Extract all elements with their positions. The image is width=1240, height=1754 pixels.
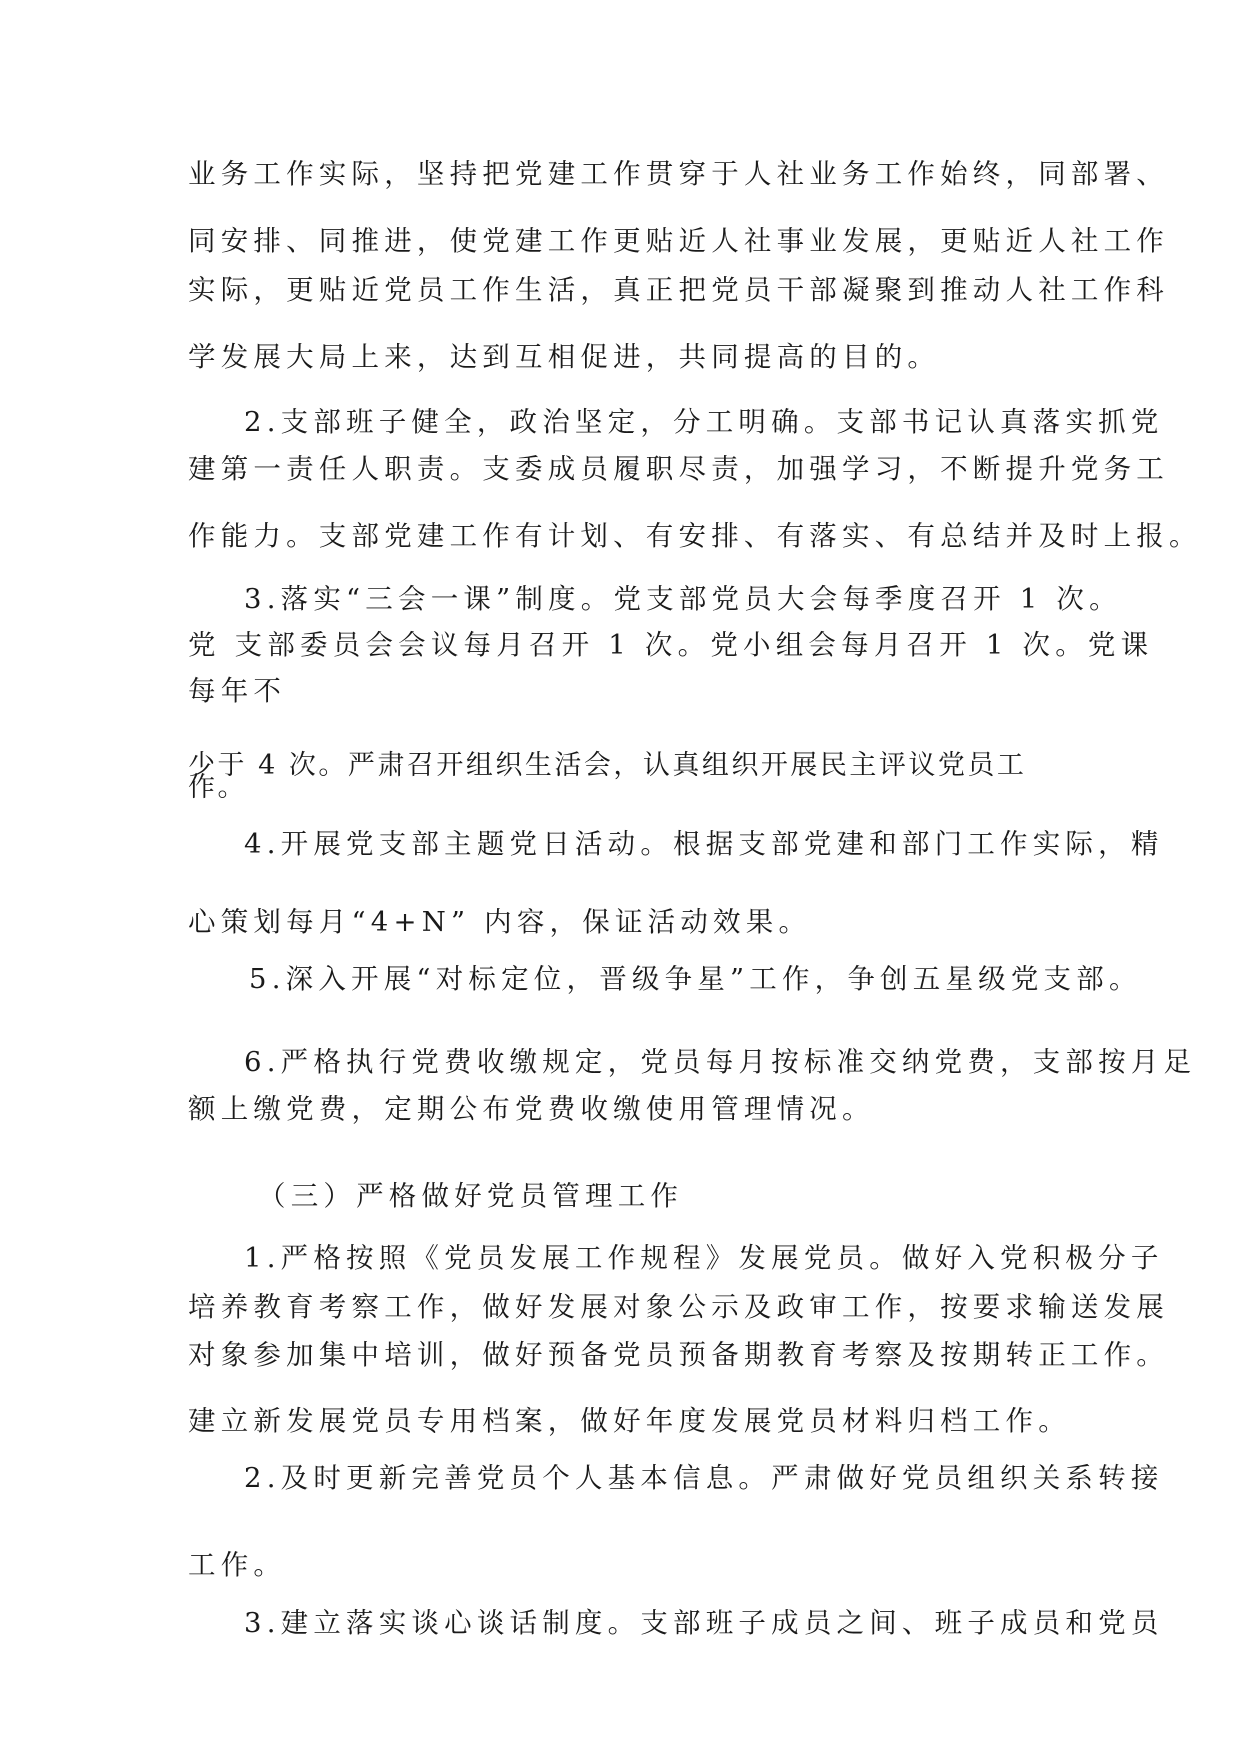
text-line: 每年不 <box>188 675 287 707</box>
section-heading: （三）严格做好党员管理工作 <box>258 1180 684 1212</box>
text-line: 4.开展党支部主题党日活动。根据支部党建和部门工作实际，精 <box>244 828 1164 860</box>
text-line: 工作。 <box>188 1549 287 1581</box>
text-line: 1.严格按照《党员发展工作规程》发展党员。做好入党积极分子 <box>244 1242 1164 1274</box>
text-line: 心策划每月“4+N” 内容，保证活动效果。 <box>188 906 812 938</box>
text-line: 2.支部班子健全，政治坚定，分工明确。支部书记认真落实抓党 <box>244 406 1164 438</box>
text-line: 额上缴党费，定期公布党费收缴使用管理情况。 <box>188 1093 875 1125</box>
text-line: 5.深入开展“对标定位，晋级争星”工作，争创五星级党支部。 <box>249 963 1142 995</box>
text-line: 6.严格执行党费收缴规定，党员每月按标准交纳党费，支部按月足 <box>244 1046 1197 1078</box>
text-line: 2.及时更新完善党员个人基本信息。严肃做好党员组织关系转接 <box>244 1462 1164 1494</box>
text-line: 培养教育考察工作，做好发展对象公示及政审工作，按要求输送发展 <box>188 1291 1169 1323</box>
text-line: 建立新发展党员专用档案，做好年度发展党员材料归档工作。 <box>188 1405 1071 1437</box>
text-line: 同安排、同推进，使党建工作更贴近人社事业发展，更贴近人社工作 <box>188 225 1169 257</box>
text-line: 业务工作实际，坚持把党建工作贯穿于人社业务工作始终，同部署、 <box>188 158 1169 190</box>
text-line: 作。 <box>188 772 247 803</box>
text-line: 3.建立落实谈心谈话制度。支部班子成员之间、班子成员和党员 <box>244 1607 1164 1639</box>
text-line: 实际，更贴近党员工作生活，真正把党员干部凝聚到推动人社工作科 <box>188 274 1169 306</box>
text-line: 党 支部委员会会议每月召开 1 次。党小组会每月召开 1 次。党课 <box>188 629 1154 661</box>
text-line: 少于 4 次。严肃召开组织生活会，认真组织开展民主评议党员工 <box>188 750 1027 781</box>
text-line: 建第一责任人职责。支委成员履职尽责，加强学习，不断提升党务工 <box>188 453 1169 485</box>
text-line: 学发展大局上来，达到互相促进，共同提高的目的。 <box>188 341 941 373</box>
text-line: 对象参加集中培训，做好预备党员预备期教育考察及按期转正工作。 <box>188 1339 1169 1371</box>
text-line: 3.落实“三会一课”制度。党支部党员大会每季度召开 1 次。 <box>244 583 1122 615</box>
text-line: 作能力。支部党建工作有计划、有安排、有落实、有总结并及时上报。 <box>188 520 1202 552</box>
